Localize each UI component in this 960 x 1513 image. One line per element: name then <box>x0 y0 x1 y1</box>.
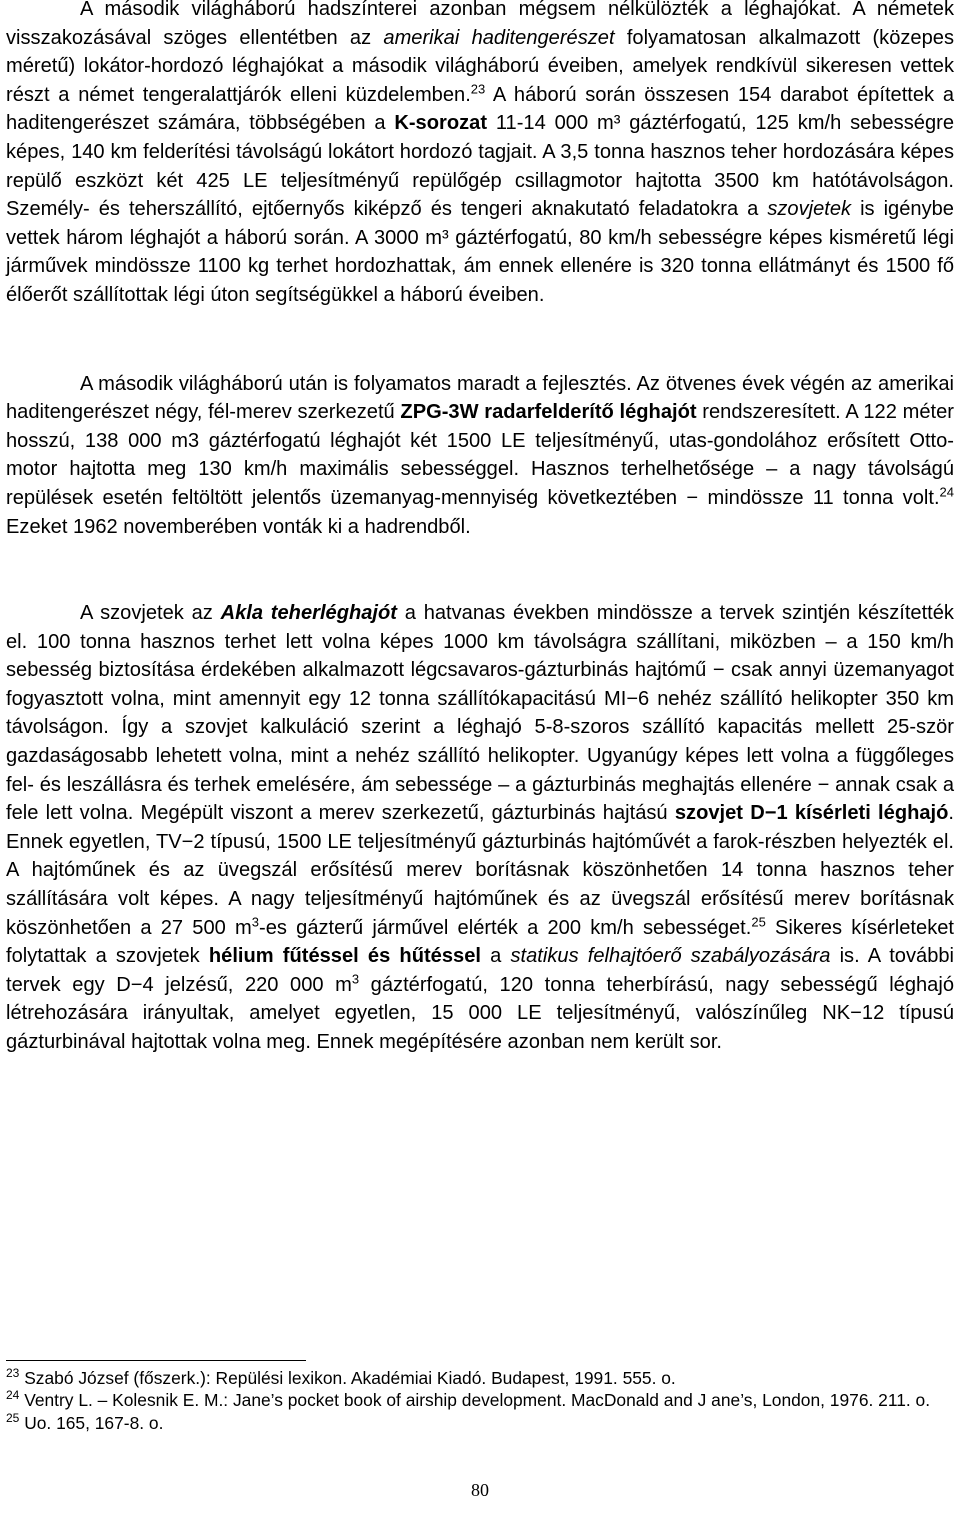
text-run: is igénybe vettek három léghajót a háború során. A 3000 m³ gáztérfogatú, 80 km/h sebességre képes kisméretű légi járművek mindössze 1100 kg terhet hordozhattak, ám ennek ellenére is 320 tonna ellátmányt és 1500 fő élőerőt szállítottak légi úton segítségükkel a háború éveiben. <box>6 198 954 306</box>
page-number: 80 <box>471 1480 489 1500</box>
superscript: 24 <box>939 484 954 500</box>
footnote-24 <box>6 1389 954 1411</box>
bold-text: hélium fűtéssel és hűtéssel <box>208 945 481 968</box>
italic-text: szovjetek <box>767 198 852 221</box>
document-page <box>6 0 955 1500</box>
bold-italic-text: Akla teherléghajót <box>220 602 397 625</box>
bold-text: K-sorozat <box>394 112 488 135</box>
text-run: gáztérfogatú léghajót két 1500 LE teljesítményű, utas-gondolához erősített Otto-motor hajtotta meg 130 km/h maximális sebességgel. Hasznos terhelhetősége – a nagy távolságú repülések esetén feltöltött jelentős üzemanyag-mennyiség következtében − mindössze 11 tonna volt. <box>6 429 954 509</box>
paragraph-postwar-development <box>6 370 954 542</box>
footnote-text: Ventry L. – Kolesnik E. M.: Jane’s pocket book of airship development. MacDonald and J ane’s, London, 1976. 211. o. <box>19 1390 931 1411</box>
superscript: 3 <box>251 913 260 929</box>
text-run: A második világháború után is folyamatos maradt a fejlesztés. Az ötvenes évek végén az amerikai haditengerészet négy, fél-merev szerkezetű <box>6 372 954 424</box>
text-run: . Ennek egyetlen, TV−2 típusú, 1500 LE teljesítményű gázturbinás hajtóművét a farok-részben helyezték el. A hajtóműnek és az üvegszál erősítésű merev borításnak köszönhetően 14 tonna hasznos teher szállítására volt képes. A nagy teljesítményű hajtóműnek és az üvegszál erősítésű merev borításnak köszönhetően a 27 500 m <box>6 802 954 939</box>
text-run: A szovjetek az <box>80 602 221 625</box>
footnote-number: 25 <box>6 1411 20 1426</box>
footnote-number: 23 <box>6 1366 20 1381</box>
paragraph-soviet-airships <box>6 599 954 1057</box>
text-run: A második világháború hadszínterei azonban mégsem nélkülözték a léghajókat. A németek visszakozásával szöges ellentétben az <box>6 0 954 49</box>
superscript: 3 <box>351 971 360 987</box>
text-run: -es gázterű járművel elérték a 200 km/h sebességet. <box>259 916 752 939</box>
footnote-text: Szabó József (főszerk.): Repülési lexikon. Akadémiai Kiadó. Budapest, 1991. 555. o. <box>19 1368 676 1388</box>
text-run: 11-14 000 m³ gáztérfogatú, 125 km/h sebességre képes, 140 km felderítési távolságú lokátort hordozó tagjait. A 3,5 tonna hasznos teher hordozására képes repülő eszközt két 425 LE teljesítményű repülőgép csillagmotor hajtotta 3500 km hatótávolságon. Személy- és teherszállító, ejtőernyős kiképző és tengeri aknakutató feladatokra a <box>6 112 954 221</box>
superscript: 25 <box>751 913 766 929</box>
footnote-number: 24 <box>6 1388 20 1403</box>
bold-text: szovjet D−1 kísérleti léghajó <box>674 802 949 825</box>
text-run: Sikeres kísérleteket folytattak a szovjetek <box>6 916 954 968</box>
text-run: rendszeresített. A 122 méter hosszú, 138 000 m <box>6 401 954 452</box>
text-run: folyamatosan alkalmazott (közepes méretű) lokátor-hordozó léghajókat a második világháború éveiben, amelyek rendkívül sikeresen vettek részt a német tengeralattjárók elleni küzdelemben. <box>6 26 955 106</box>
paragraph-wwii-airships <box>6 0 954 310</box>
text-run: Ezeket 1962 novemberében vonták ki a hadrendből. <box>6 515 471 538</box>
text-run: gáztérfogatú, 120 tonna teherbírású, nagy sebességű léghajó létrehozására irányultak, amelyet egyetlen, 15 000 LE teljesítményű, valószínűleg NK−12 típusú gázturbinával hajtottak volna meg. Ennek megépítésére azonban nem került sor. <box>6 973 954 1053</box>
footnotes <box>6 1367 954 1434</box>
footnote-text: Uo. 165, 167-8. o. <box>19 1412 164 1433</box>
text-run: is. A további tervek egy D−4 jelzésű, 220 000 m <box>6 945 955 996</box>
footnote-25 <box>6 1412 954 1434</box>
superscript: 3 <box>188 429 200 452</box>
text-run: A háború során összesen 154 darabot építettek a haditengerészet számára, többségében a <box>6 83 955 135</box>
bold-text: ZPG-3W radarfelderítő léghajót <box>400 401 697 424</box>
text-run: a <box>480 945 511 968</box>
text-run: a hatvanas években mindössze a tervek szintjén készítették el. 100 tonna hasznos terhet lett volna képes 1000 km távolságra szállítani, miközben – a 150 km/h sebesség biztosítása érdekében alkalmazott légcsavaros-gázturbinás hajtómű − csak annyi üzemanyagot fogyasztott volna, mint amennyit egy 12 tonna szállítókapacitású MI−6 nehéz szállító helikopter 350 km távolságon. Így a szovjet kalkuláció szerint a léghajó 5-8-szoros szállító kapacitás mellett 25-ször gazdaságosabb lehetett volna, mint a nehéz szállító helikopter. Ugyanúgy képes lett volna a függőleges fel- és leszállásra és terhek emelésére, ám sebessége – a gázturbinás meghajtás ellenére − annak csak a fele lett volna. Megépült viszont a merev szerkezetű, gázturbinás hajtású <box>6 602 954 825</box>
italic-text: amerikai haditengerészet <box>383 26 615 49</box>
italic-text: statikus felhajtóerő szabályozására <box>510 945 831 968</box>
footnote-separator <box>6 1360 306 1361</box>
footnote-23 <box>6 1367 954 1389</box>
superscript: 23 <box>470 81 486 97</box>
